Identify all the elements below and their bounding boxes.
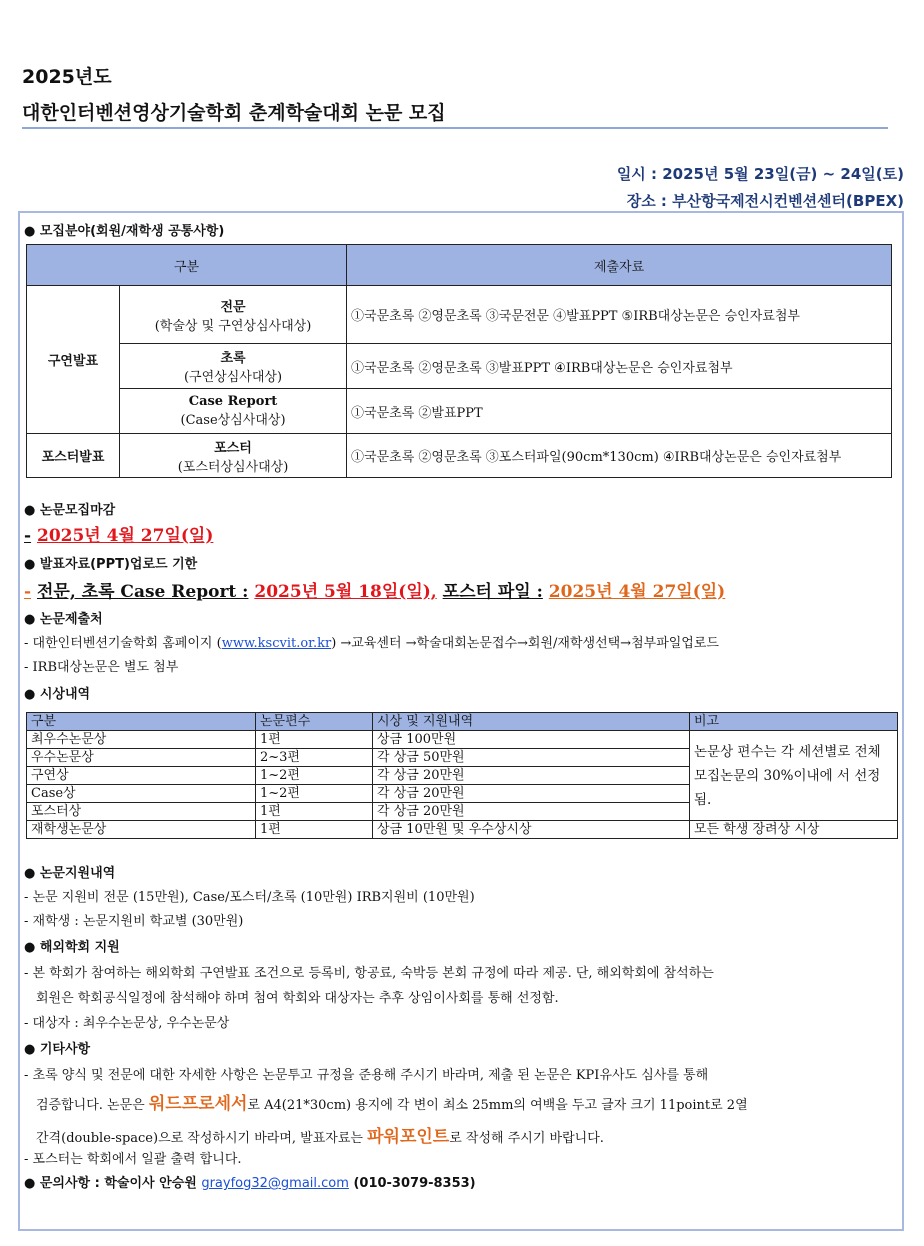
deadline-date: 2025년 4월 27일(일) bbox=[36, 526, 214, 546]
submit-heading: ● 논문제출처 bbox=[24, 612, 103, 627]
field-row-materials: ①국문초록 ②영문초록 ③국문전문 ④발표PPT ⑤IRB대상논문은 승인자료첨부 bbox=[347, 286, 892, 344]
field-row-name: Case Report (Case상심사대상) bbox=[120, 389, 347, 434]
etc-line-2: 검증합니다. 논문은 워드프로세서로 A4(21*30cm) 용지에 각 변이 최소 25mm의 여백을 두고 글자 크기 11point로 2열 bbox=[36, 1094, 748, 1114]
upload-date-poster: 2025년 4월 27일(일) bbox=[548, 582, 726, 602]
support-heading: ● 논문지원내역 bbox=[24, 866, 116, 881]
etc-line-3: 간격(double-space)으로 작성하시기 바라며, 발표자료는 파워포인트로 작성해 주시기 바랍니다. bbox=[36, 1127, 604, 1147]
overseas-heading: ● 해외학회 지원 bbox=[24, 940, 120, 955]
awards-note: 논문상 편수는 각 세션별로 전체 모집논문의 30%이내에 서 선정됨. bbox=[690, 731, 898, 821]
overseas-line-2: 회원은 학회공식일정에 참석해야 하며 첨여 학회와 대상자는 추후 상임이사회를 통해 선정함. bbox=[36, 991, 559, 1006]
event-place: 장소 : 부산항국제전시컨벤션센터(BPEX) bbox=[626, 192, 904, 210]
event-date: 일시 : 2025년 5월 23일(금) ~ 24일(토) bbox=[616, 165, 904, 183]
awards-col-category: 구분 bbox=[27, 713, 256, 731]
submit-line: - 대한인터벤션기술학회 홈페이지 (www.kscvit.or.kr) →교육센터 →학술대회논문접수→회원/재학생선택→첨부파일업로드 bbox=[24, 636, 719, 651]
upload-date-main: 2025년 5월 18일(일), bbox=[254, 582, 437, 602]
field-row-name: 포스터 (포스터상심사대상) bbox=[120, 434, 347, 478]
etc-line-1: - 초록 양식 및 전문에 대한 자세한 사항은 논문투고 규정을 준용해 주시기 바라며, 제출 된 논문은 KPI유사도 심사를 통해 bbox=[24, 1068, 709, 1083]
upload-line: - 전문, 초록 Case Report : 2025년 5월 18일(일), 포스터 파일 : 2025년 4월 27일(일) bbox=[24, 582, 726, 602]
table-row: 최우수논문상 1편 상금 100만원 논문상 편수는 각 세션별로 전체 모집논문의 30%이내에 서 선정됨. bbox=[27, 731, 898, 749]
field-col-category: 구분 bbox=[27, 245, 347, 286]
support-line-2: - 재학생 : 논문지원비 학교별 (30만원) bbox=[24, 914, 244, 929]
deadline-line: - 2025년 4월 27일(일) bbox=[24, 526, 214, 546]
table-row: 우수논문상 2~3편 각 상금 50만원 bbox=[27, 749, 898, 767]
etc-heading: ● 기타사항 bbox=[24, 1042, 91, 1057]
overseas-line-3: - 대상자 : 최우수논문상, 우수논문상 bbox=[24, 1016, 230, 1031]
field-row-name: 초록 (구연상심사대상) bbox=[120, 344, 347, 389]
field-table bbox=[26, 244, 892, 478]
upload-heading: ● 발표자료(PPT)업로드 기한 bbox=[24, 557, 198, 572]
word-processor-text: 워드프로세서 bbox=[148, 1094, 248, 1114]
title-divider bbox=[22, 127, 888, 129]
field-heading: ● 모집분야(회원/재학생 공통사항) bbox=[24, 224, 225, 239]
field-row-name: 전문 (학술상 및 구연상심사대상) bbox=[120, 286, 347, 344]
submit-irb: - IRB대상논문은 별도 첨부 bbox=[24, 660, 179, 675]
field-row-materials: ①국문초록 ②발표PPT bbox=[347, 389, 892, 434]
powerpoint-text: 파워포인트 bbox=[367, 1127, 450, 1147]
awards-col-note: 비고 bbox=[690, 713, 898, 731]
oral-group-label: 구연발표 bbox=[27, 286, 120, 434]
awards-col-prize: 시상 및 지원내역 bbox=[373, 713, 690, 731]
table-row: 재학생논문상 1편 상금 10만원 및 우수상시상 모든 학생 장려상 시상 bbox=[27, 821, 898, 839]
contact-line: ● 문의사항 : 학술이사 안승원 grayfog32@gmail.com (010-3079-8353) bbox=[24, 1176, 476, 1191]
awards-table bbox=[26, 712, 898, 839]
field-row-materials: ①국문초록 ②영문초록 ③발표PPT ④IRB대상논문은 승인자료첨부 bbox=[347, 344, 892, 389]
deadline-heading: ● 논문모집마감 bbox=[24, 503, 116, 518]
awards-col-count: 논문편수 bbox=[256, 713, 373, 731]
table-row: 포스터상 1편 각 상금 20만원 bbox=[27, 803, 898, 821]
field-col-materials: 제출자료 bbox=[347, 245, 892, 286]
page-title: 대한인터벤션영상기술학회 춘계학술대회 논문 모집 bbox=[22, 102, 446, 124]
awards-heading: ● 시상내역 bbox=[24, 687, 91, 702]
field-row-materials: ①국문초록 ②영문초록 ③포스터파일(90cm*130cm) ④IRB대상논문은 승인자료첨부 bbox=[347, 434, 892, 478]
year-heading: 2025년도 bbox=[22, 66, 112, 88]
etc-line-4: - 포스터는 학회에서 일괄 출력 합니다. bbox=[24, 1152, 242, 1167]
contact-email-link[interactable]: grayfog32@gmail.com bbox=[201, 1176, 349, 1191]
overseas-line-1: - 본 학회가 참여하는 해외학회 구연발표 조건으로 등록비, 항공료, 숙박등 본회 규정에 따라 제공. 단, 해외학회에 참석하는 bbox=[24, 966, 714, 981]
table-row: 구연상 1~2편 각 상금 20만원 bbox=[27, 767, 898, 785]
homepage-link[interactable]: www.kscvit.or.kr bbox=[221, 636, 332, 651]
table-row: Case상 1~2편 각 상금 20만원 bbox=[27, 785, 898, 803]
support-line-1: - 논문 지원비 전문 (15만원), Case/포스터/초록 (10만원) IRB지원비 (10만원) bbox=[24, 890, 475, 905]
poster-group-label: 포스터발표 bbox=[27, 434, 120, 478]
